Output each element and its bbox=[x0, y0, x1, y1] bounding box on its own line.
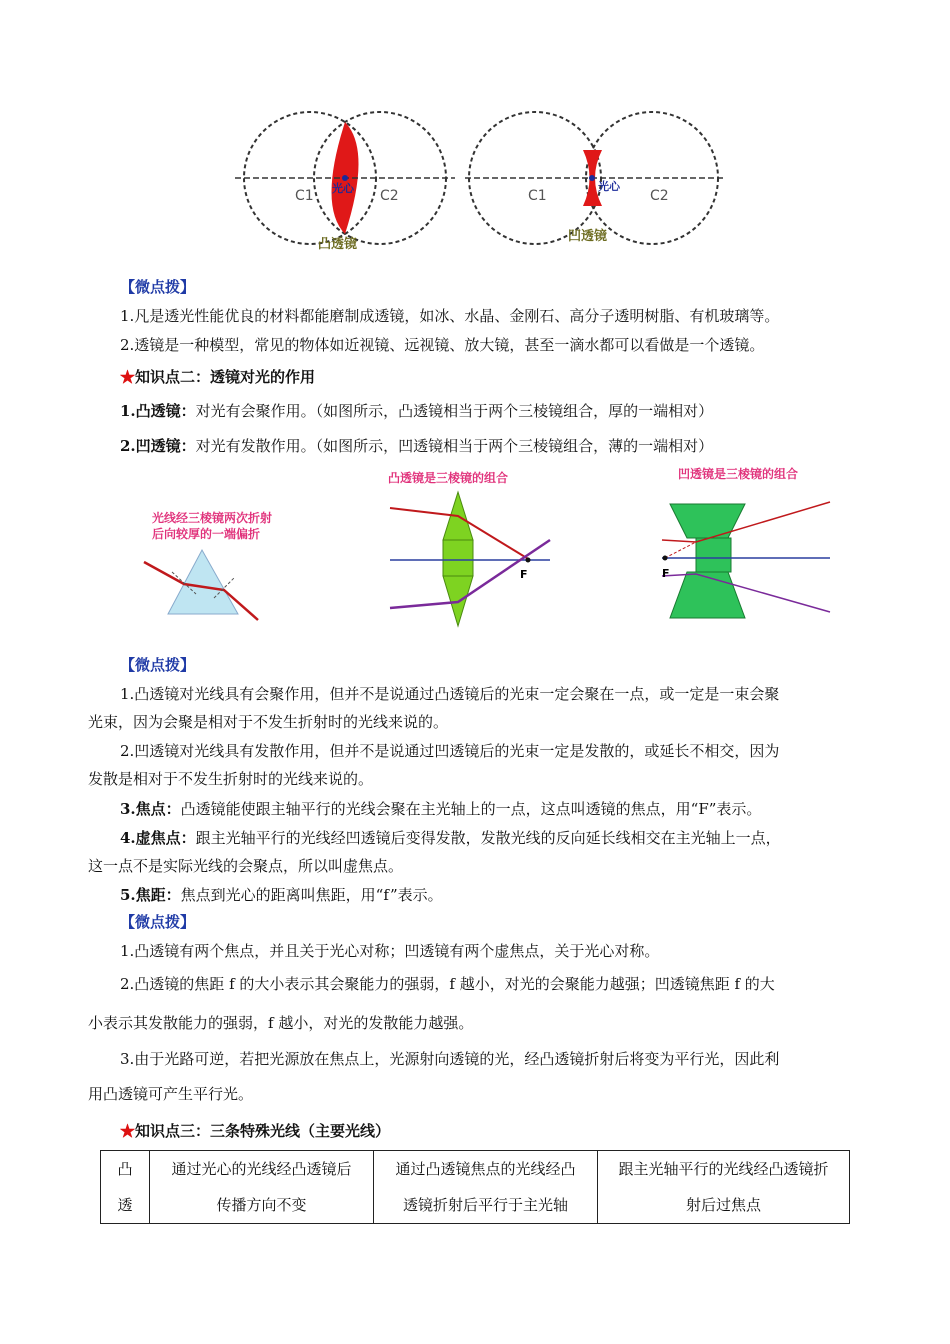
definition-paragraph bbox=[88, 397, 900, 425]
table-cell bbox=[374, 1151, 598, 1224]
concave-prism-diagram bbox=[662, 466, 830, 618]
table-cell bbox=[598, 1151, 850, 1224]
section-heading bbox=[120, 1120, 390, 1141]
cell-text: 通过凸透镜焦点的光线经凸 bbox=[395, 1160, 576, 1178]
tip-paragraph: 2.凸透镜的焦距 f 的大小表示其会聚能力的强弱，f 越小，对光的会聚能力越强；凹透镜焦距 f 的大 bbox=[120, 975, 775, 993]
c2-label: C2 bbox=[380, 188, 399, 204]
lower-prism bbox=[670, 572, 745, 618]
definition-text: 对光有会聚作用。（如图所示，凸透镜相当于两个三棱镜组合，厚的一端相对） bbox=[195, 402, 714, 420]
optical-center-dot bbox=[589, 175, 595, 181]
cell-text: 凸 bbox=[117, 1160, 133, 1178]
definition-text: 跟主光轴平行的光线经凹透镜后变得发散，发散光线的反向延长线相交在主光轴上一点， bbox=[195, 829, 781, 847]
virtual-focus-dot bbox=[663, 556, 668, 561]
definition-paragraph: 这一点不是实际光线的会聚点，所以叫虚焦点。 bbox=[88, 857, 404, 875]
prism-caption: 后向较厚的一端偏折 bbox=[152, 527, 261, 541]
tip-paragraph: 2.透镜是一种模型，常见的物体如近视镜、远视镜、放大镜，甚至一滴水都可以看做是一个透镜。 bbox=[120, 336, 765, 354]
prism-figure bbox=[140, 462, 840, 632]
definition-text: 对光有发散作用。（如图所示，凹透镜相当于两个三棱镜组合，薄的一端相对） bbox=[195, 437, 714, 455]
middle-block bbox=[696, 538, 731, 572]
optical-center-dot bbox=[342, 175, 348, 181]
definition-term: 2.凹透镜： bbox=[120, 437, 196, 455]
c1-label: C1 bbox=[528, 188, 547, 204]
section-title: 知识点二：透镜对光的作用 bbox=[135, 368, 316, 386]
definition-text: 焦点到光心的距离叫焦距，用“f”表示。 bbox=[180, 886, 443, 904]
tip-paragraph: 用凸透镜可产生平行光。 bbox=[88, 1085, 254, 1103]
lens-sphere-figure bbox=[230, 110, 730, 255]
tip-paragraph: 光束，因为会聚是相对于不发生折射时的光线来说的。 bbox=[88, 713, 449, 731]
tip-paragraph: 小表示其发散能力的强弱，f 越小，对光的发散能力越强。 bbox=[88, 1014, 474, 1032]
section-heading bbox=[120, 366, 315, 387]
tip-heading: 【微点拨】 bbox=[120, 913, 196, 931]
cell-text: 传播方向不变 bbox=[216, 1196, 307, 1214]
convex-lens-label: 凸透镜 bbox=[318, 237, 358, 252]
focus-label: F bbox=[520, 568, 528, 581]
tip-paragraph: 1.凡是透光性能优良的材料都能磨制成透镜，如冰、水晶、金刚石、高分子透明树脂、有机玻璃等。 bbox=[120, 307, 780, 325]
table-row bbox=[101, 1151, 850, 1224]
cell-text: 透 bbox=[117, 1196, 133, 1214]
concave-combo-caption: 凹透镜是三棱镜的组合 bbox=[678, 467, 799, 481]
convex-combo-caption: 凸透镜是三棱镜的组合 bbox=[388, 471, 509, 485]
tip-heading: 【微点拨】 bbox=[120, 278, 196, 296]
prism-caption: 光线经三棱镜两次折射 bbox=[152, 511, 273, 525]
tip-paragraph: 1.凸透镜有两个焦点，并且关于光心对称；凹透镜有两个虚焦点，关于光心对称。 bbox=[120, 942, 660, 960]
definition-term: 3.焦点： bbox=[120, 800, 181, 818]
definition-term: 5.焦距： bbox=[120, 886, 181, 904]
focus-dot bbox=[526, 558, 531, 563]
c1-label: C1 bbox=[295, 188, 314, 204]
c2-label: C2 bbox=[650, 188, 669, 204]
section-title: 知识点三：三条特殊光线（主要光线） bbox=[135, 1122, 391, 1140]
convex-lens-diagram bbox=[235, 112, 455, 252]
definition-paragraph bbox=[88, 824, 900, 852]
definition-term: 4.虚焦点： bbox=[120, 829, 196, 847]
definition-term: 1.凸透镜： bbox=[120, 402, 196, 420]
star-icon: ★ bbox=[120, 368, 136, 386]
tip-paragraph: 1.凸透镜对光线具有会聚作用，但并不是说通过凸透镜后的光束一定会聚在一点，或一定是一束会聚 bbox=[120, 685, 780, 703]
cell-text: 跟主光轴平行的光线经凸透镜折 bbox=[618, 1160, 829, 1178]
definition-paragraph bbox=[88, 432, 900, 460]
optical-center-label: 光心 bbox=[598, 180, 620, 193]
prism-diagram bbox=[144, 510, 272, 620]
focus-label: F bbox=[662, 567, 670, 580]
tip-paragraph: 发散是相对于不发生折射时的光线来说的。 bbox=[88, 770, 374, 788]
table-cell bbox=[101, 1151, 150, 1224]
tip-paragraph: 3.由于光路可逆，若把光源放在焦点上，光源射向透镜的光，经凸透镜折射后将变为平行光，因此利 bbox=[120, 1050, 780, 1068]
definition-text: 凸透镜能使跟主轴平行的光线会聚在主光轴上的一点，这点叫透镜的焦点，用“F”表示。 bbox=[180, 800, 762, 818]
cell-text: 透镜折射后平行于主光轴 bbox=[402, 1196, 568, 1214]
definition-paragraph bbox=[88, 881, 900, 909]
special-rays-table bbox=[100, 1150, 850, 1224]
concave-lens-label: 凹透镜 bbox=[568, 229, 608, 244]
tip-paragraph: 2.凹透镜对光线具有发散作用，但并不是说通过凹透镜后的光束一定是发散的，或延长不相交，因为 bbox=[120, 742, 780, 760]
star-icon: ★ bbox=[120, 1122, 136, 1140]
cell-text: 射后过焦点 bbox=[685, 1196, 761, 1214]
optical-center-label: 光心 bbox=[332, 182, 354, 195]
concave-lens-diagram bbox=[465, 112, 725, 244]
middle-block bbox=[443, 540, 473, 576]
cell-text: 通过光心的光线经凸透镜后 bbox=[171, 1160, 352, 1178]
virtual-extension bbox=[665, 542, 696, 558]
upper-prism bbox=[670, 504, 745, 538]
convex-prism-diagram bbox=[388, 470, 550, 626]
definition-paragraph bbox=[88, 795, 900, 823]
table-cell bbox=[150, 1151, 374, 1224]
tip-heading: 【微点拨】 bbox=[120, 656, 196, 674]
